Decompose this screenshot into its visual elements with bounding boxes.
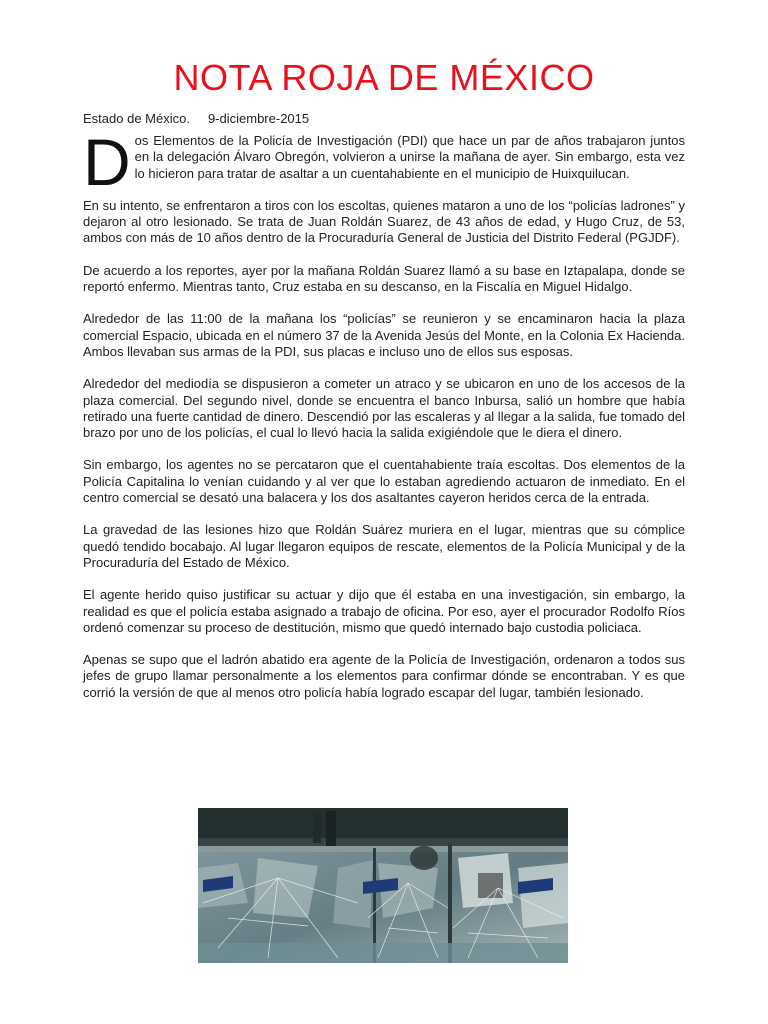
article-paragraph: Apenas se supo que el ladrón abatido era agente de la Policía de Investigación, ordenaron a todos sus jefes de grupo llamar personalmente a los elementos para confirmar dónde se encontraban. Y es que corrió la versión de que al menos otro policía había logrado escapar del lugar, también lesionado. <box>83 652 685 700</box>
article-paragraph: Alrededor del mediodía se dispusieron a cometer un atraco y se ubicaron en uno de los accesos de la plaza comercial. Del segundo nivel, donde se encuentra el banco Inbursa, salió un hombre que había retirado una fuerte cantidad de dinero. Descendió por las escaleras y al llegar a la salida, fue tomado del brazo por uno de los policías, el cual lo llevó hacia la salida exigiéndole que le diera el dinero. <box>83 376 685 441</box>
article-paragraph: El agente herido quiso justificar su actuar y dijo que él estaba en una investigación, sin embargo, la realidad es que el policía estaba asignado a trabajo de oficina. Por eso, ayer el procurador Rodolfo Ríos ordenó comenzar su proceso de destitución, mismo que quedó internado bajo custodia policiaca. <box>83 587 685 635</box>
dateline-date: 9-diciembre-2015 <box>207 111 310 126</box>
article-paragraph: Alrededor de las 11:00 de la mañana los “policías” se reunieron y se encaminaron hacia la plaza comercial Espacio, ubicada en el número 37 de la Avenida Jesús del Monte, en la Colonia Ex Hacienda. Ambos llevaban sus armas de la PDI, sus placas e incluso uno de ellos sus esposas. <box>83 311 685 359</box>
dateline-place: Estado de México. <box>83 111 190 126</box>
article-paragraph: Sin embargo, los agentes no se percataron que el cuentahabiente traía escoltas. Dos elementos de la Policía Capitalina lo venían cuidando y al ver que lo estaban agrediendo actuaron de inmediato. En el centro comercial se desató una balacera y los dos asaltantes cayeron heridos cerca de la entrada. <box>83 457 685 506</box>
article-paragraph: En su intento, se enfrentaron a tiros con los escoltas, quienes mataron a uno de los “policías ladrones” y dejaron al otro lesionado. Se trata de Juan Roldán Suarez, de 43 años de edad, y Hugo Cruz, de 53, ambos con más de 10 años dentro de la Procuraduría General de Justicia del Distrito Federal (PGJDF). <box>83 197 685 246</box>
article-paragraph: De acuerdo a los reportes, ayer por la mañana Roldán Suarez llamó a su base en Iztapalapa, donde se reportó enfermo. Mientras tanto, Cruz estaba en su descanso, en la Fiscalía en Miguel Hidalgo. <box>83 262 685 295</box>
article-body <box>83 125 685 717</box>
article-paragraph: La gravedad de las lesiones hizo que Roldán Suárez muriera en el lugar, mientras que su cómplice quedó tendido bocabajo. Al lugar llegaron equipos de rescate, elementos de la Policía Municipal y de la Procuraduría del Estado de México. <box>83 522 685 570</box>
drop-cap: D <box>83 125 131 199</box>
first-paragraph-text: os Elementos de la Policía de Investigación (PDI) que hace un par de años trabajaron juntos en la delegación Álvaro Obregón, volvieron a unirse la mañana de ayer. Sin embargo, esta vez lo hicieron para tratar de asaltar a un cuentahabiente en el municipio de Huixquilucan. <box>134 133 685 181</box>
article-paragraph <box>83 125 685 199</box>
shattered-glass-photo <box>198 808 568 963</box>
news-photo <box>198 808 568 963</box>
page-title: NOTA ROJA DE MÉXICO <box>173 57 595 98</box>
